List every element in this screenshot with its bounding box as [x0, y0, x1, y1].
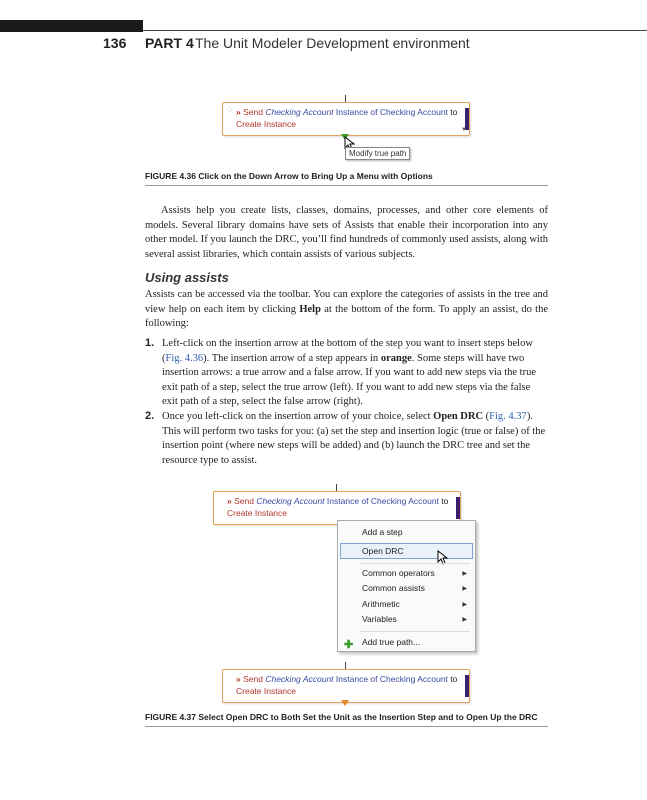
submenu-arrow-icon: ▶ — [462, 571, 467, 577]
step-line1: » Send Checking Account Instance of Checking Account to — [227, 496, 449, 506]
figure-caption: FIGURE 4.36 Click on the Down Arrow to Bring Up a Menu with Options — [145, 171, 433, 181]
header-bar — [0, 20, 143, 32]
tooltip: Modify true path — [345, 147, 410, 160]
section-heading: Using assists — [145, 270, 229, 285]
list-item: Left-click on the insertion arrow at the bottom of the step you want to insert steps below (Fig. 4.36). The insertion arrow of a step appears in orange. Some steps will have two insertion arrows: a true arrow and a false arrow. If you want to add new steps via the true exit path of a step, select the true arrow (left). If you want to add new steps via the false exit path of a step, select the false arrow (right). — [162, 338, 536, 407]
header-rule — [143, 30, 647, 31]
step-marker — [465, 675, 469, 697]
menu-item-add-step[interactable]: Add a step — [362, 527, 403, 537]
corner-arrow-icon: ▼ — [461, 127, 467, 133]
list-number: 1. — [145, 337, 155, 349]
connector-line — [336, 484, 337, 491]
menu-highlight — [340, 543, 473, 559]
plus-icon: ✚ — [344, 639, 354, 651]
menu-item-arithmetic[interactable]: Arithmetic — [362, 599, 400, 609]
insertion-arrow-icon[interactable] — [341, 700, 349, 706]
grip-icon: ⁘ — [226, 105, 234, 115]
list-number: 2. — [145, 410, 155, 422]
step-line2: Create Instance — [236, 686, 297, 696]
menu-separator — [360, 631, 470, 632]
menu-item-common-assists[interactable]: Common assists — [362, 583, 425, 593]
step-box[interactable] — [222, 102, 470, 136]
part-label: PART 4 — [145, 35, 194, 51]
figure-caption: FIGURE 4.37 Select Open DRC to Both Set the Unit as the Insertion Step and to Open Up the DRC — [145, 712, 538, 722]
step-line1: » Send Checking Account Instance of Checking Account to — [236, 107, 458, 117]
paragraph: Assists can be accessed via the toolbar. You can explore the categories of assists in the tree and view help on each item by clicking Help at the bottom of the form. To apply an assist, do the following: — [145, 289, 548, 329]
step-line2: Create Instance — [227, 508, 288, 518]
menu-item-common-operators[interactable]: Common operators — [362, 568, 435, 578]
connector-line — [345, 95, 346, 102]
menu-item-add-true-path[interactable]: Add true path... — [362, 637, 421, 647]
context-menu — [337, 520, 476, 652]
step-line2: Create Instance — [236, 119, 297, 129]
caption-rule — [145, 726, 548, 727]
step-box[interactable] — [222, 669, 470, 703]
chapter-title: The Unit Modeler Development environment — [195, 35, 470, 51]
step-line1: » Send Checking Account Instance of Checking Account to — [236, 674, 458, 684]
list-item: Once you left-click on the insertion arrow of your choice, select Open DRC (Fig. 4.37). This will perform two tasks for you: (a) set the step and insertion logic (true or false) of the insertion point (where new steps will be added) and (b) launch the DRC tree and set the resource type to assist. — [162, 411, 546, 466]
figure-link[interactable]: Fig. 4.36 — [165, 352, 204, 364]
caption-rule — [145, 185, 548, 186]
step-marker — [456, 497, 460, 519]
submenu-arrow-icon: ▶ — [462, 586, 467, 592]
page-number: 136 — [103, 35, 127, 51]
connector-line — [345, 662, 346, 669]
submenu-arrow-icon: ▶ — [462, 602, 467, 608]
menu-item-variables[interactable]: Variables — [362, 614, 397, 624]
figure-link[interactable]: Fig. 4.37 — [489, 411, 527, 422]
paragraph: Assists help you create lists, classes, domains, processes, and other core elements of models. Several library domains have sets of Assists that enable their incorporation into any other model. If you launch the DRC, you’ll find hundreds of commonly used assists, along with several assist libraries, which contain assists of various subjects. — [145, 205, 548, 260]
menu-item-open-drc[interactable]: Open DRC — [362, 546, 404, 556]
menu-separator — [360, 563, 470, 564]
submenu-arrow-icon: ▶ — [462, 617, 467, 623]
